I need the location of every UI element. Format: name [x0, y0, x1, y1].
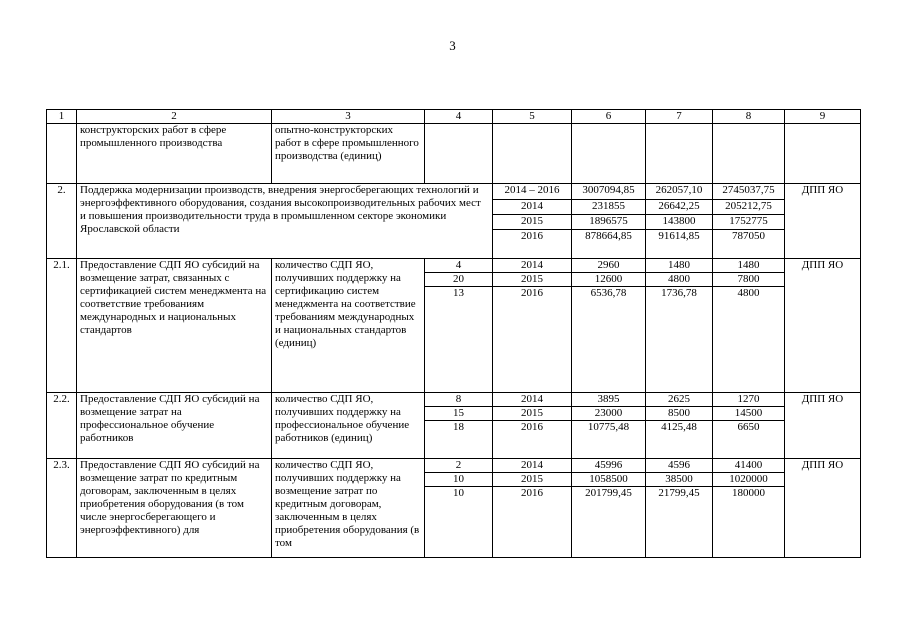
executor-cell: ДПП ЯО — [785, 393, 861, 459]
total-cell: 201799,45 — [572, 487, 646, 558]
regional-cell: 1480 — [646, 259, 713, 273]
federal-cell: 4800 — [713, 287, 785, 393]
total-cell: 1058500 — [572, 473, 646, 487]
regional-cell: 91614,85 — [646, 230, 713, 259]
year-cell: 2014 — [493, 393, 572, 407]
measure-name-cell: Предоставление СДП ЯО субсидий на возмещение затрат, связанных с сертификацией систем менеджмента на соответствие требованиям международных и национальных стандартов — [77, 259, 272, 393]
federal-cell: 14500 — [713, 407, 785, 421]
indicator-cell: количество СДП ЯО, получивших поддержку на профессиональное обучение работников (единиц) — [272, 393, 425, 459]
executor-cell: ДПП ЯО — [785, 259, 861, 393]
table-row — [47, 184, 861, 200]
table-row — [47, 259, 861, 273]
executor-cell: ДПП ЯО — [785, 184, 861, 259]
federal-cell: 1480 — [713, 259, 785, 273]
federal-cell: 1752775 — [713, 215, 785, 230]
target-cell: 15 — [425, 407, 493, 421]
year-cell: 2016 — [493, 230, 572, 259]
federal-cell: 787050 — [713, 230, 785, 259]
measure-name-cell: Предоставление СДП ЯО субсидий на возмещение затрат на профессиональное обучение работников — [77, 393, 272, 459]
regional-cell — [646, 124, 713, 184]
header-cell: 5 — [493, 110, 572, 124]
target-cell: 20 — [425, 273, 493, 287]
federal-cell: 180000 — [713, 487, 785, 558]
target-cell: 2 — [425, 459, 493, 473]
federal-cell — [713, 124, 785, 184]
total-cell — [572, 124, 646, 184]
table-row — [47, 459, 861, 473]
federal-cell: 205212,75 — [713, 200, 785, 215]
total-cell: 12600 — [572, 273, 646, 287]
total-cell: 3007094,85 — [572, 184, 646, 200]
indicator-cell: количество СДП ЯО, получивших поддержку на сертификацию систем менеджмента на соответствие требованиям международных и национальных стандартов (единиц) — [272, 259, 425, 393]
year-cell: 2016 — [493, 487, 572, 558]
measure-name-cell: Поддержка модернизации производств, внедрения энергосберегающих технологий и энергоэффективного оборудования, создания высокопроизводительных рабочих мест и повышения производительности труда в промышленном секторе экономики Ярославской области — [77, 184, 493, 259]
executor-cell — [785, 124, 861, 184]
year-cell: 2014 — [493, 200, 572, 215]
regional-cell: 1736,78 — [646, 287, 713, 393]
year-cell: 2014 – 2016 — [493, 184, 572, 200]
target-cell — [425, 124, 493, 184]
header-cell: 7 — [646, 110, 713, 124]
num-cell — [47, 124, 77, 184]
target-cell: 13 — [425, 287, 493, 393]
indicator-cell: количество СДП ЯО, получивших поддержку на возмещение затрат по кредитным договорам, заключенным в целях приобретения оборудования (в том — [272, 459, 425, 558]
regional-cell: 21799,45 — [646, 487, 713, 558]
regional-cell: 4125,48 — [646, 421, 713, 459]
item-number: 2.3. — [47, 459, 77, 558]
federal-cell: 41400 — [713, 459, 785, 473]
measure-name-cell: Предоставление СДП ЯО субсидий на возмещение затрат по кредитным договорам, заключенным в целях приобретения оборудования (в том числе энергосберегающего и энергоэффективного) для — [77, 459, 272, 558]
year-cell: 2015 — [493, 273, 572, 287]
header-row — [47, 110, 861, 124]
page-number: 3 — [449, 38, 456, 53]
total-cell: 3895 — [572, 393, 646, 407]
regional-cell: 38500 — [646, 473, 713, 487]
header-cell: 4 — [425, 110, 493, 124]
total-cell: 1896575 — [572, 215, 646, 230]
target-cell: 4 — [425, 259, 493, 273]
header-cell: 6 — [572, 110, 646, 124]
header-cell: 8 — [713, 110, 785, 124]
total-cell: 6536,78 — [572, 287, 646, 393]
indicator-cell: опытно-конструкторских работ в сфере промышленного производства (единиц) — [272, 124, 425, 184]
header-cell: 9 — [785, 110, 861, 124]
header-cell: 2 — [77, 110, 272, 124]
year-cell: 2015 — [493, 215, 572, 230]
target-cell: 18 — [425, 421, 493, 459]
year-cell: 2016 — [493, 421, 572, 459]
total-cell: 2960 — [572, 259, 646, 273]
regional-cell: 2625 — [646, 393, 713, 407]
federal-cell: 1020000 — [713, 473, 785, 487]
program-table — [46, 109, 861, 558]
measure-name-cell: конструкторских работ в сфере промышленного производства — [77, 124, 272, 184]
target-cell: 8 — [425, 393, 493, 407]
federal-cell: 2745037,75 — [713, 184, 785, 200]
year-cell: 2015 — [493, 473, 572, 487]
year-cell: 2014 — [493, 259, 572, 273]
item-number: 2.1. — [47, 259, 77, 393]
federal-cell: 1270 — [713, 393, 785, 407]
year-cell: 2016 — [493, 287, 572, 393]
regional-cell: 26642,25 — [646, 200, 713, 215]
year-cell: 2014 — [493, 459, 572, 473]
target-cell: 10 — [425, 487, 493, 558]
item-number: 2. — [47, 184, 77, 259]
regional-cell: 262057,10 — [646, 184, 713, 200]
total-cell: 45996 — [572, 459, 646, 473]
regional-cell: 4800 — [646, 273, 713, 287]
total-cell: 23000 — [572, 407, 646, 421]
executor-cell: ДПП ЯО — [785, 459, 861, 558]
federal-cell: 6650 — [713, 421, 785, 459]
regional-cell: 143800 — [646, 215, 713, 230]
total-cell: 878664,85 — [572, 230, 646, 259]
federal-cell: 7800 — [713, 273, 785, 287]
regional-cell: 8500 — [646, 407, 713, 421]
regional-cell: 4596 — [646, 459, 713, 473]
total-cell: 10775,48 — [572, 421, 646, 459]
continuation-row — [47, 124, 861, 184]
year-cell — [493, 124, 572, 184]
total-cell: 231855 — [572, 200, 646, 215]
target-cell: 10 — [425, 473, 493, 487]
header-cell: 3 — [272, 110, 425, 124]
item-number: 2.2. — [47, 393, 77, 459]
table-row — [47, 393, 861, 407]
year-cell: 2015 — [493, 407, 572, 421]
header-cell: 1 — [47, 110, 77, 124]
